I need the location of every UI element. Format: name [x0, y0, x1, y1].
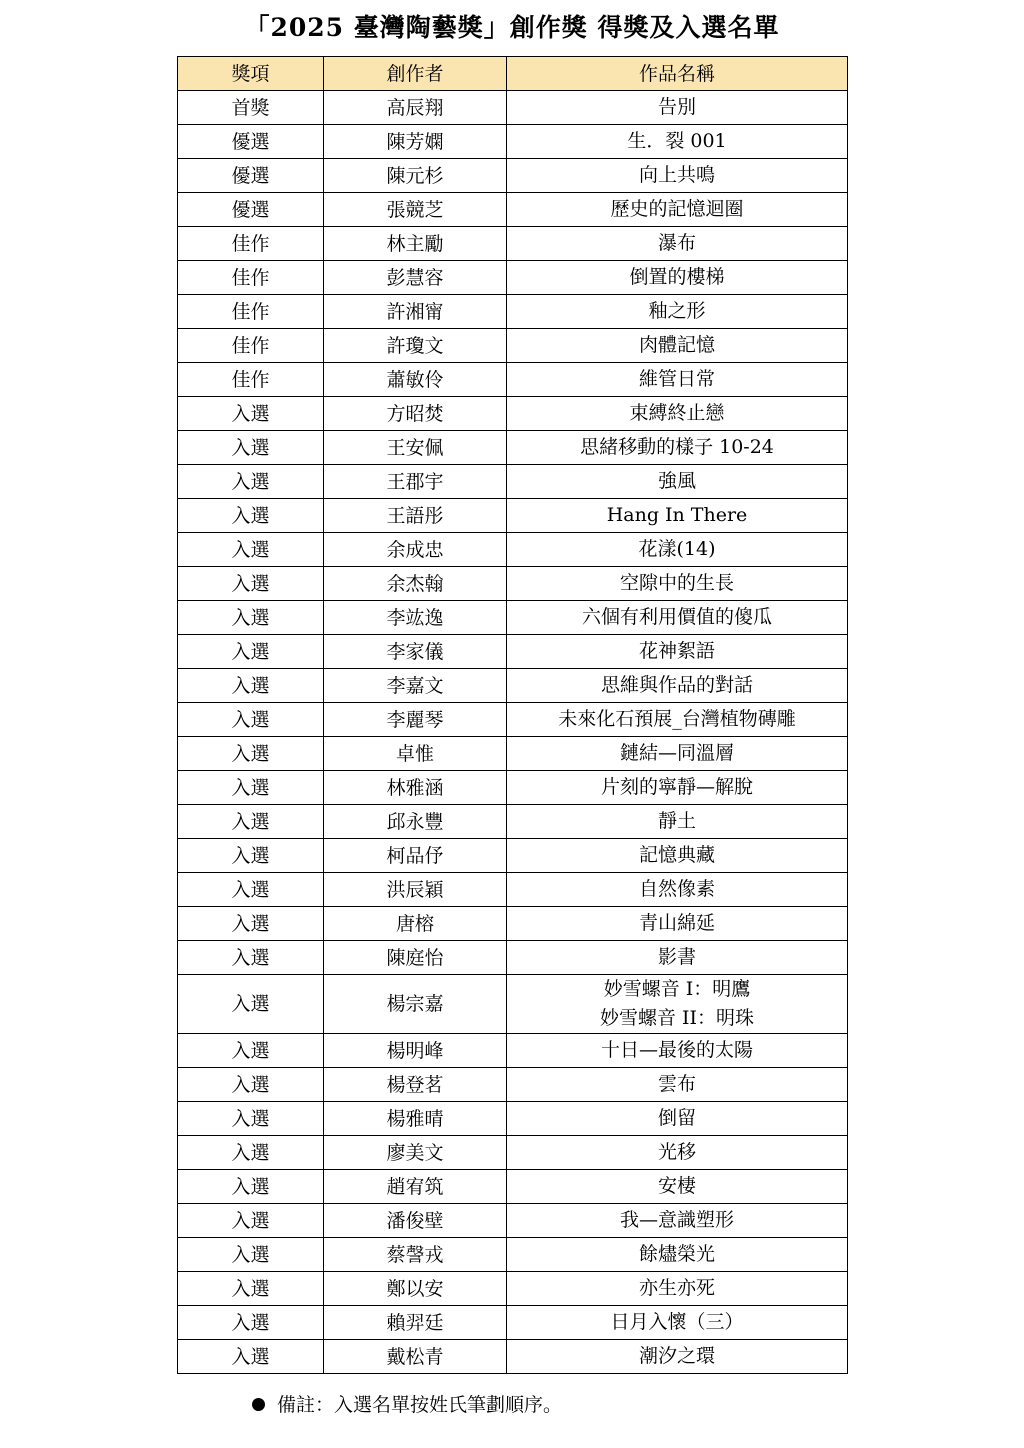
table-row — [178, 1272, 848, 1306]
artist-cell: 蕭敏伶 — [324, 363, 507, 397]
artist-cell: 陳庭怡 — [324, 941, 507, 975]
work-title-cell — [507, 601, 848, 635]
table-header — [178, 57, 848, 91]
table-row — [178, 1034, 848, 1068]
award-cell: 佳作 — [178, 261, 324, 295]
work-title-cell — [507, 975, 848, 1034]
award-cell: 入選 — [178, 737, 324, 771]
work-title-line: 我—意識塑形 — [619, 1209, 734, 1231]
work-title-line: 六個有利用價值的傻瓜 — [581, 606, 772, 628]
award-cell: 入選 — [178, 465, 324, 499]
table-row — [178, 1238, 848, 1272]
work-title-line: 記憶典藏 — [638, 844, 715, 866]
table-row — [178, 771, 848, 805]
table-row — [178, 499, 848, 533]
table-row — [178, 1170, 848, 1204]
award-cell: 入選 — [178, 567, 324, 601]
award-cell: 入選 — [178, 601, 324, 635]
work-title-cell — [507, 1034, 848, 1068]
work-title-cell — [507, 159, 848, 193]
work-title-line: 思維與作品的對話 — [600, 674, 753, 696]
work-title-line: 瀑布 — [657, 232, 696, 254]
work-title-cell — [507, 363, 848, 397]
award-cell: 入選 — [178, 839, 324, 873]
table-row — [178, 873, 848, 907]
work-title-line: 片刻的寧靜—解脫 — [600, 776, 753, 798]
award-cell: 佳作 — [178, 227, 324, 261]
table-body — [178, 91, 848, 1374]
work-title-cell — [507, 91, 848, 125]
award-cell: 入選 — [178, 533, 324, 567]
award-cell: 入選 — [178, 703, 324, 737]
artist-cell: 余杰翰 — [324, 567, 507, 601]
table-row — [178, 431, 848, 465]
award-cell: 入選 — [178, 873, 324, 907]
work-title-cell — [507, 193, 848, 227]
table-row — [178, 533, 848, 567]
table-row — [178, 1102, 848, 1136]
work-title-line: 妙雪螺音 I：明鷹 — [603, 978, 751, 1000]
work-title-line: 影書 — [657, 946, 696, 968]
work-title-cell — [507, 907, 848, 941]
artist-cell: 林主勵 — [324, 227, 507, 261]
artist-cell: 李竑逸 — [324, 601, 507, 635]
table-row — [178, 635, 848, 669]
table-row — [178, 601, 848, 635]
award-cell: 入選 — [178, 669, 324, 703]
work-title-cell — [507, 703, 848, 737]
award-cell: 入選 — [178, 1204, 324, 1238]
work-title-cell — [507, 839, 848, 873]
work-title-line: 強風 — [657, 470, 696, 492]
artist-cell: 賴羿廷 — [324, 1306, 507, 1340]
award-list-table — [177, 56, 848, 1374]
award-cell: 入選 — [178, 805, 324, 839]
work-title-line: 釉之形 — [648, 300, 706, 322]
table-row — [178, 465, 848, 499]
table-row — [178, 805, 848, 839]
award-cell: 入選 — [178, 1170, 324, 1204]
award-cell: 入選 — [178, 635, 324, 669]
work-title-line: 未來化石預展_台灣植物磚雕 — [558, 708, 796, 730]
work-title-line: 思緒移動的樣子 10-24 — [580, 436, 774, 458]
artist-cell: 蔡謦戎 — [324, 1238, 507, 1272]
artist-cell: 方昭焚 — [324, 397, 507, 431]
work-title-line: 肉體記憶 — [638, 334, 715, 356]
award-cell: 入選 — [178, 907, 324, 941]
artist-cell: 彭慧容 — [324, 261, 507, 295]
table-row — [178, 91, 848, 125]
award-cell: 入選 — [178, 975, 324, 1034]
work-title-line: 空隙中的生長 — [619, 572, 734, 594]
work-title-cell — [507, 533, 848, 567]
award-cell: 入選 — [178, 1034, 324, 1068]
award-cell: 佳作 — [178, 295, 324, 329]
footnote-text: 備註：入選名單按姓氏筆劃順序。 — [277, 1394, 563, 1416]
work-title-line: 靜土 — [657, 810, 696, 832]
artist-cell: 楊明峰 — [324, 1034, 507, 1068]
work-title-cell — [507, 737, 848, 771]
work-title-cell — [507, 873, 848, 907]
table-row — [178, 669, 848, 703]
work-title-line: 告別 — [657, 96, 696, 118]
artist-cell: 趙宥筑 — [324, 1170, 507, 1204]
artist-cell: 李麗琴 — [324, 703, 507, 737]
work-title-line: 餘燼榮光 — [638, 1243, 715, 1265]
work-title-line: 花漾(14) — [638, 538, 716, 560]
artist-cell: 李嘉文 — [324, 669, 507, 703]
award-cell: 入選 — [178, 1238, 324, 1272]
work-title-line: 雲布 — [657, 1073, 696, 1095]
artist-cell: 廖美文 — [324, 1136, 507, 1170]
work-title-line: 向上共鳴 — [638, 164, 715, 186]
work-title-cell — [507, 1136, 848, 1170]
work-title-cell — [507, 227, 848, 261]
artist-cell: 余成忠 — [324, 533, 507, 567]
header-award: 獎項 — [178, 57, 324, 91]
work-title-cell — [507, 1204, 848, 1238]
award-cell: 優選 — [178, 193, 324, 227]
table-row — [178, 941, 848, 975]
work-title-line: 青山綿延 — [638, 912, 715, 934]
artist-cell: 柯品伃 — [324, 839, 507, 873]
table-row — [178, 295, 848, 329]
header-work-title: 作品名稱 — [507, 57, 848, 91]
work-title-cell — [507, 1306, 848, 1340]
work-title-line: 束縛終止戀 — [629, 402, 725, 424]
table-row — [178, 1306, 848, 1340]
work-title-line: 倒置的樓梯 — [629, 266, 725, 288]
artist-cell: 洪辰穎 — [324, 873, 507, 907]
artist-cell: 王語彤 — [324, 499, 507, 533]
work-title-line: 生．裂 001 — [627, 130, 727, 152]
table-row — [178, 329, 848, 363]
footnote — [252, 1390, 562, 1417]
work-title-cell — [507, 567, 848, 601]
header-artist: 創作者 — [324, 57, 507, 91]
table-row — [178, 1204, 848, 1238]
work-title-cell — [507, 635, 848, 669]
artist-cell: 鄭以安 — [324, 1272, 507, 1306]
award-cell: 入選 — [178, 397, 324, 431]
artist-cell: 唐榕 — [324, 907, 507, 941]
bullet-icon — [252, 1398, 265, 1411]
work-title-line: 潮汐之環 — [638, 1345, 715, 1367]
artist-cell: 卓惟 — [324, 737, 507, 771]
work-title-line: Hang In There — [606, 504, 748, 526]
artist-cell: 楊宗嘉 — [324, 975, 507, 1034]
table-row — [178, 159, 848, 193]
table-row — [178, 703, 848, 737]
table-row — [178, 193, 848, 227]
work-title-cell — [507, 397, 848, 431]
work-title-cell — [507, 1102, 848, 1136]
award-cell: 入選 — [178, 431, 324, 465]
work-title-cell — [507, 295, 848, 329]
award-cell: 入選 — [178, 941, 324, 975]
work-title-line: 光移 — [657, 1141, 696, 1163]
work-title-line: 維管日常 — [638, 368, 715, 390]
work-title-line: 倒留 — [657, 1107, 696, 1129]
table-row — [178, 227, 848, 261]
table-row — [178, 907, 848, 941]
table-row — [178, 125, 848, 159]
artist-cell: 楊登茗 — [324, 1068, 507, 1102]
table-row — [178, 261, 848, 295]
award-cell: 入選 — [178, 1272, 324, 1306]
artist-cell: 陳元杉 — [324, 159, 507, 193]
award-cell: 入選 — [178, 1068, 324, 1102]
artist-cell: 許湘甯 — [324, 295, 507, 329]
work-title-cell — [507, 261, 848, 295]
award-cell: 入選 — [178, 771, 324, 805]
work-title-line: 花神絮語 — [638, 640, 715, 662]
table-row — [178, 1340, 848, 1374]
table-row — [178, 397, 848, 431]
award-cell: 首獎 — [178, 91, 324, 125]
work-title-line: 十日—最後的太陽 — [600, 1039, 753, 1061]
award-cell: 入選 — [178, 1102, 324, 1136]
award-cell: 入選 — [178, 1136, 324, 1170]
work-title-cell — [507, 805, 848, 839]
table-row — [178, 839, 848, 873]
work-title-cell — [507, 1068, 848, 1102]
award-cell: 優選 — [178, 159, 324, 193]
artist-cell: 楊雅晴 — [324, 1102, 507, 1136]
work-title-line: 日月入懷（三） — [610, 1311, 744, 1333]
work-title-cell — [507, 1340, 848, 1374]
work-title-cell — [507, 771, 848, 805]
work-title-cell — [507, 431, 848, 465]
work-title-cell — [507, 1238, 848, 1272]
table-row — [178, 1136, 848, 1170]
table-row — [178, 737, 848, 771]
table-row — [178, 363, 848, 397]
artist-cell: 王郡宇 — [324, 465, 507, 499]
work-title-cell — [507, 941, 848, 975]
work-title-cell — [507, 125, 848, 159]
award-cell: 優選 — [178, 125, 324, 159]
work-title-line: 安棲 — [657, 1175, 696, 1197]
work-title-line: 自然像素 — [638, 878, 715, 900]
table-header-row — [178, 57, 848, 91]
work-title-cell — [507, 1170, 848, 1204]
artist-cell: 林雅涵 — [324, 771, 507, 805]
artist-cell: 許瓊文 — [324, 329, 507, 363]
artist-cell: 戴松青 — [324, 1340, 507, 1374]
award-cell: 入選 — [178, 1340, 324, 1374]
table-row — [178, 1068, 848, 1102]
work-title-line: 妙雪螺音 II：明珠 — [599, 1007, 755, 1029]
work-title-cell — [507, 669, 848, 703]
work-title-line: 鏈結—同溫層 — [619, 742, 734, 764]
artist-cell: 邱永豐 — [324, 805, 507, 839]
artist-cell: 李家儀 — [324, 635, 507, 669]
page-title: 「2025 臺灣陶藝獎」創作獎 得獎及入選名單 — [244, 13, 780, 42]
work-title-cell — [507, 1272, 848, 1306]
work-title-cell — [507, 499, 848, 533]
artist-cell: 潘俊壁 — [324, 1204, 507, 1238]
award-cell: 入選 — [178, 499, 324, 533]
work-title-cell — [507, 329, 848, 363]
artist-cell: 張競芝 — [324, 193, 507, 227]
work-title-cell — [507, 465, 848, 499]
work-title-line: 歷史的記憶迴圈 — [610, 198, 744, 220]
artist-cell: 高辰翔 — [324, 91, 507, 125]
work-title-line: 亦生亦死 — [638, 1277, 715, 1299]
award-cell: 佳作 — [178, 329, 324, 363]
award-cell: 佳作 — [178, 363, 324, 397]
award-cell: 入選 — [178, 1306, 324, 1340]
artist-cell: 王安佩 — [324, 431, 507, 465]
table-row — [178, 975, 848, 1034]
artist-cell: 陳芳嫻 — [324, 125, 507, 159]
table-row — [178, 567, 848, 601]
